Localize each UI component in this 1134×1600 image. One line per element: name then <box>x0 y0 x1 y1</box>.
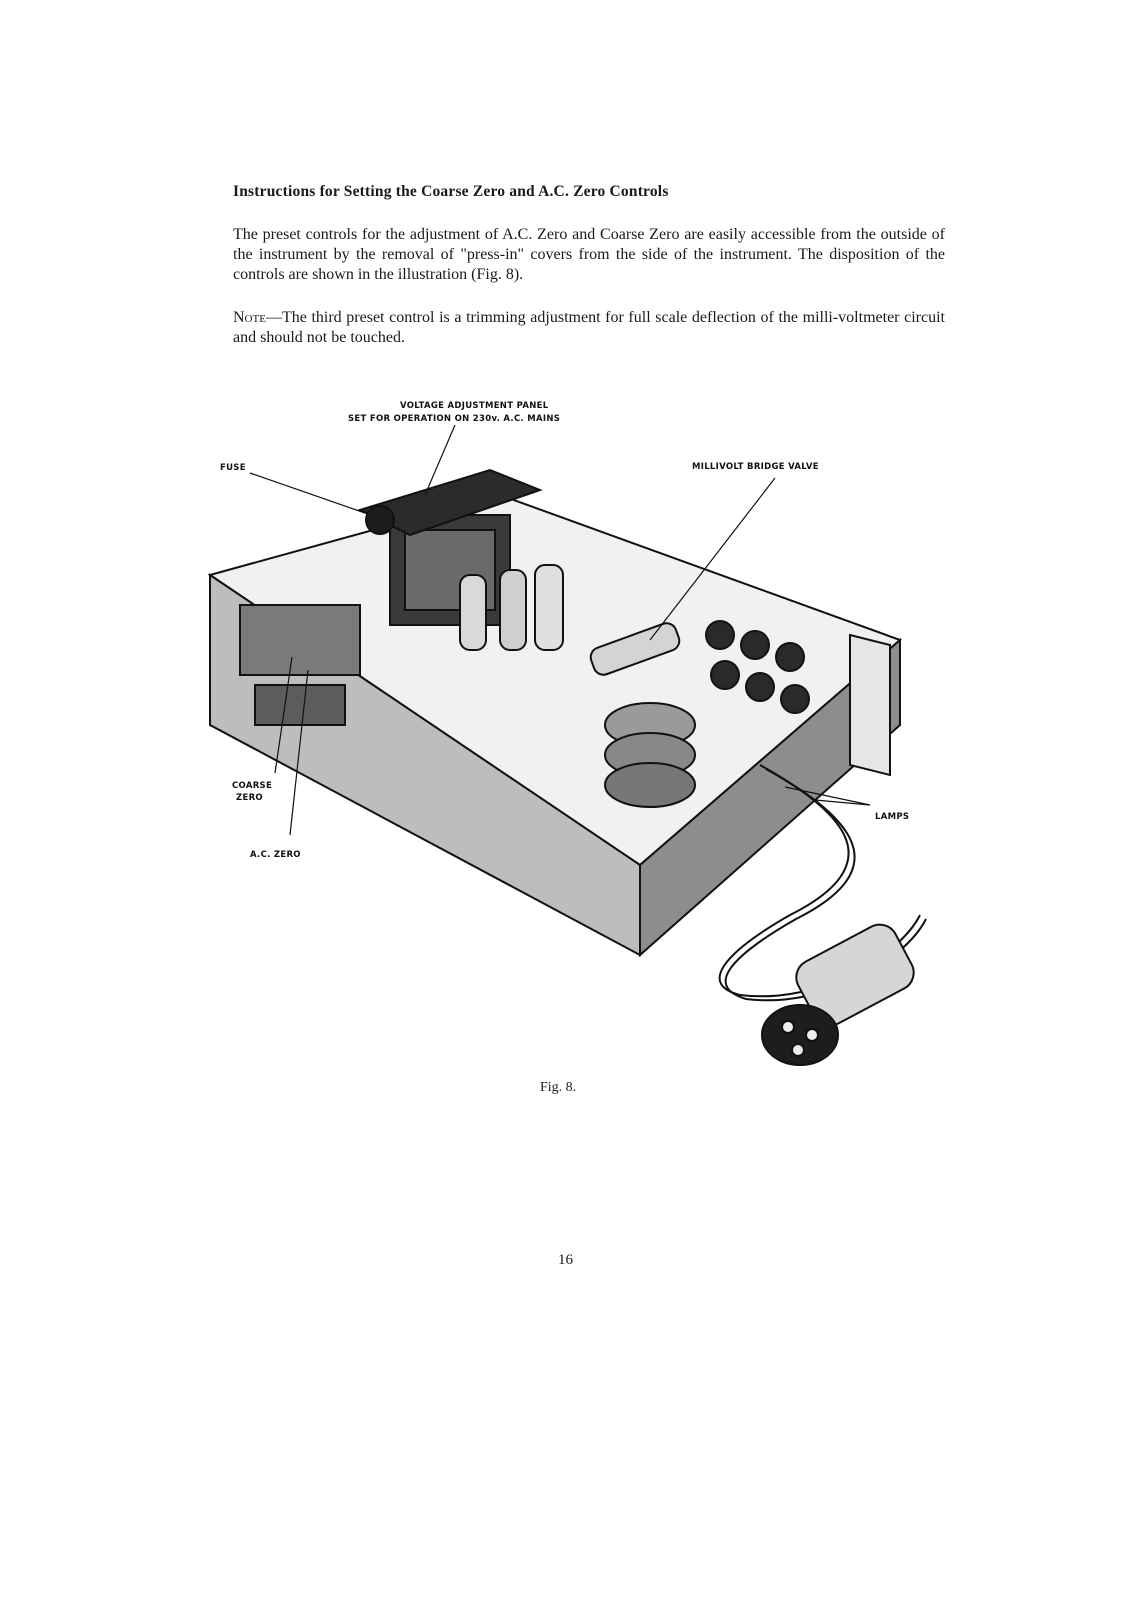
note-label: Note <box>233 309 266 326</box>
page-number: 16 <box>558 1252 573 1268</box>
instrument-illustration <box>200 395 960 1095</box>
note-paragraph <box>233 308 945 348</box>
label-lamps: LAMPS <box>875 812 910 822</box>
note-text: —The third preset control is a trimming adjustment for full scale deflection of the milli-voltmeter circuit and should not be touched. <box>233 309 945 346</box>
figure-caption: Fig. 8. <box>540 1080 577 1095</box>
section-heading: Instructions for Setting the Coarse Zero and A.C. Zero Controls <box>233 183 669 200</box>
label-millivolt-bridge-valve: MILLIVOLT BRIDGE VALVE <box>692 462 819 472</box>
intro-paragraph: The preset controls for the adjustment of A.C. Zero and Coarse Zero are easily accessible from the outside of the instrument by the removal of "press-in" covers from the side of the instrument. The disposition of the controls are shown in the illustration (Fig. 8). <box>233 226 945 283</box>
label-coarse-zero-line2: ZERO <box>236 793 263 803</box>
label-voltage-panel-line1: VOLTAGE ADJUSTMENT PANEL <box>400 401 549 411</box>
label-ac-zero: A.C. ZERO <box>250 850 301 860</box>
mains-plug <box>762 918 920 1065</box>
label-coarse-zero-line1: COARSE <box>232 781 273 791</box>
label-voltage-panel-line2: SET FOR OPERATION ON 230v. A.C. MAINS <box>348 414 561 424</box>
chassis-drawing <box>210 470 900 955</box>
label-fuse: FUSE <box>220 463 246 473</box>
